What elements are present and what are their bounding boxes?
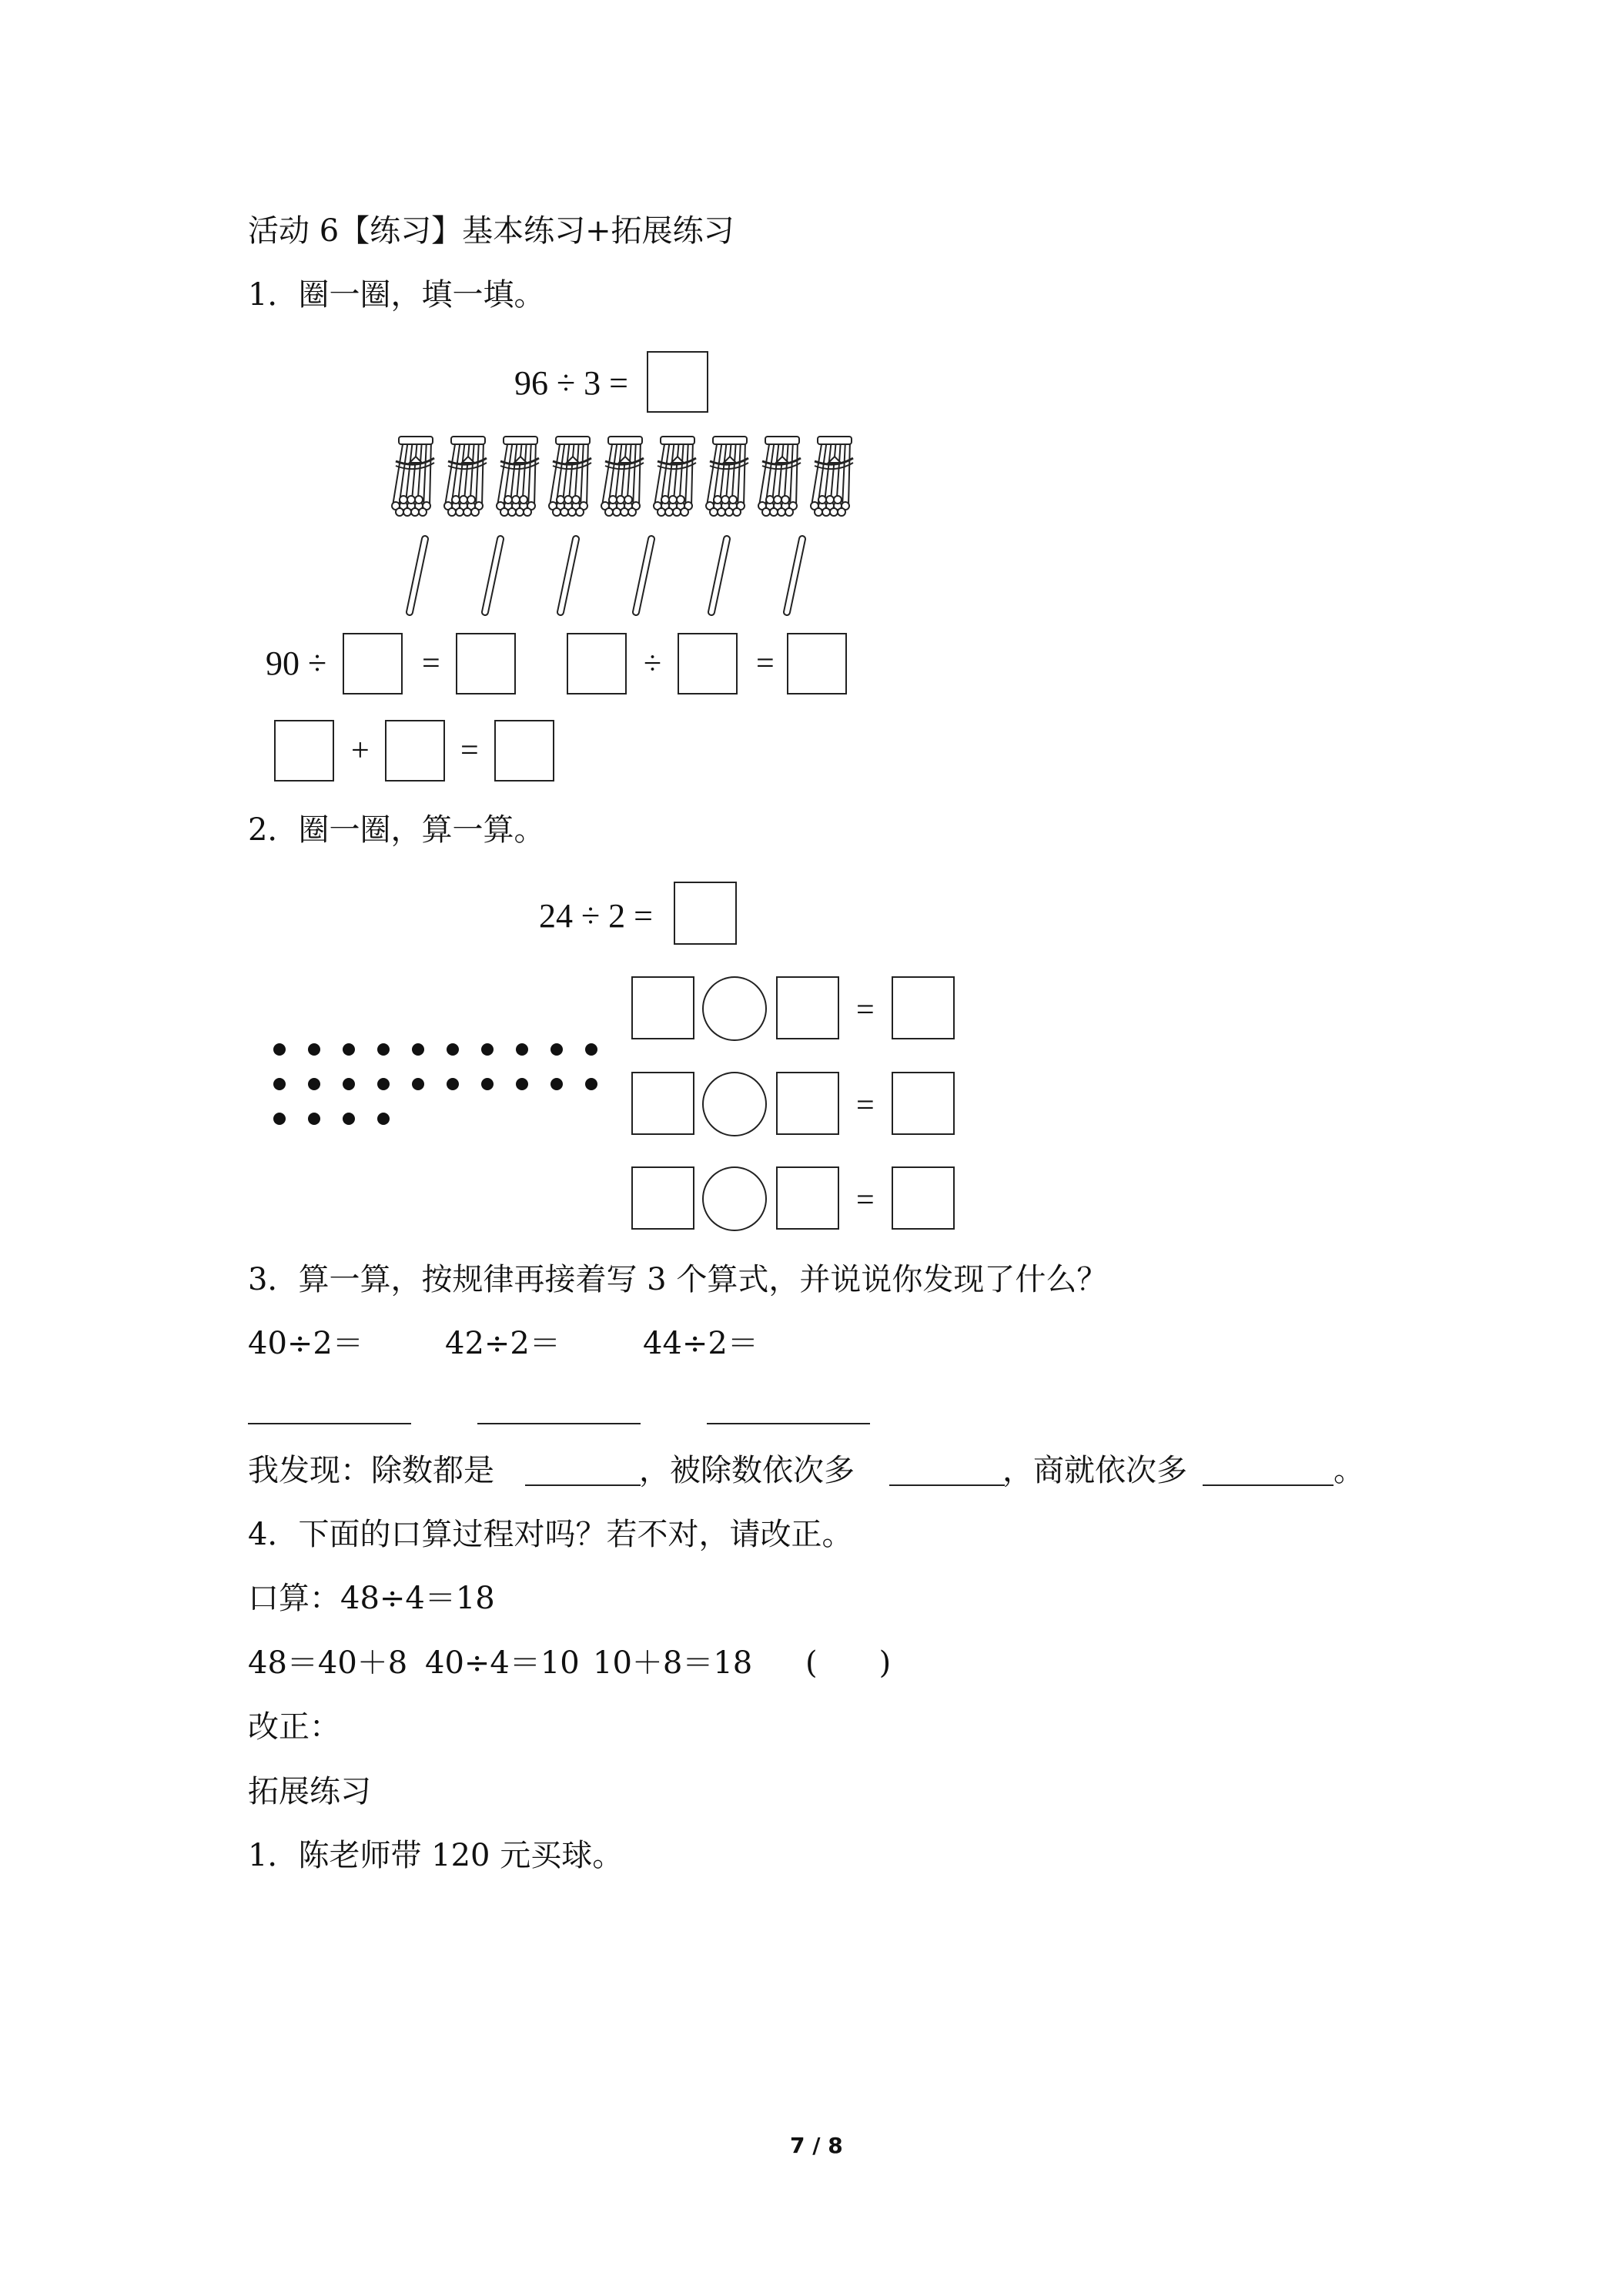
- q1-addend-box-1[interactable]: [274, 720, 334, 782]
- q2-row3-box-a[interactable]: [631, 1166, 694, 1230]
- equals-sign: =: [422, 646, 440, 681]
- bundle-of-ten: [444, 437, 487, 516]
- q1-addend-box-2[interactable]: [385, 720, 445, 782]
- q3-expression-3: 44÷2＝: [643, 1326, 758, 1361]
- q1-row1-start: 90 ÷: [266, 644, 327, 682]
- equals-sign: =: [856, 1088, 875, 1123]
- q2-row1-result-box[interactable]: [892, 976, 955, 1039]
- single-stick: [636, 539, 651, 612]
- dot: [308, 1113, 320, 1125]
- dot: [343, 1113, 355, 1125]
- plus-sign: +: [351, 733, 370, 768]
- q2-row3-result-box[interactable]: [892, 1166, 955, 1230]
- bundle-of-ten: [654, 437, 696, 516]
- dot: [585, 1043, 597, 1056]
- q3-answer-blank-2[interactable]: [477, 1423, 641, 1424]
- bundle-of-ten: [706, 437, 748, 516]
- q3-discovery-text-1: 我发现：除数都是: [248, 1453, 494, 1488]
- dot: [550, 1043, 563, 1056]
- q1-answer-box[interactable]: [647, 351, 708, 413]
- dot: [343, 1043, 355, 1056]
- q4-correction-label: 改正：: [248, 1709, 340, 1745]
- q2-row2-box-b[interactable]: [776, 1072, 839, 1135]
- q3-prompt: 3．算一算，按规律再接着写 3 个算式，并说说你发现了什么？: [248, 1262, 1108, 1297]
- q2-row3-operator-circle[interactable]: [702, 1166, 767, 1231]
- equals-sign: =: [756, 646, 775, 681]
- q3-answer-blank-3[interactable]: [707, 1423, 870, 1424]
- single-stick: [485, 539, 500, 612]
- equals-sign: =: [856, 992, 875, 1028]
- dot: [377, 1113, 390, 1125]
- q1-prompt: 1．圈一圈，填一填。: [248, 277, 545, 313]
- dot: [412, 1078, 424, 1090]
- dot: [481, 1078, 494, 1090]
- single-stick: [787, 539, 802, 612]
- dot: [308, 1078, 320, 1090]
- q3-dividend-step-blank[interactable]: [889, 1484, 1005, 1486]
- single-stick: [561, 539, 576, 612]
- q3-discovery-text-2: ，被除数依次多: [639, 1453, 855, 1488]
- q4-step-3: 10＋8＝18: [593, 1645, 753, 1681]
- divide-sign: ÷: [644, 646, 662, 681]
- dot: [273, 1113, 286, 1125]
- q2-row2-box-a[interactable]: [631, 1072, 694, 1135]
- q4-mental-calc: 口算：48÷4＝18: [248, 1581, 495, 1616]
- q3-expression-2: 42÷2＝: [445, 1326, 561, 1361]
- q1-dividend-box-2[interactable]: [567, 633, 627, 694]
- extension-title: 拓展练习: [248, 1774, 371, 1809]
- dot: [585, 1078, 597, 1090]
- bundle-of-ten: [601, 437, 644, 516]
- dot-array: [266, 1032, 604, 1132]
- q2-top-equation: 24 ÷ 2 =: [539, 897, 653, 935]
- q1-divisor-box[interactable]: [343, 633, 403, 694]
- q3-quotient-step-blank[interactable]: [1203, 1484, 1334, 1486]
- q2-prompt: 2．圈一圈，算一算。: [248, 812, 545, 848]
- q4-step-2: 40÷4＝10: [425, 1645, 580, 1681]
- dot: [273, 1043, 286, 1056]
- q2-row3-box-b[interactable]: [776, 1166, 839, 1230]
- bundle-of-ten: [497, 437, 539, 516]
- q2-answer-box[interactable]: [674, 882, 737, 945]
- dot: [308, 1043, 320, 1056]
- bundle-of-ten: [758, 437, 801, 516]
- q4-judgement-parentheses[interactable]: ( ): [805, 1645, 892, 1681]
- dot: [481, 1043, 494, 1056]
- bundle-of-ten: [392, 437, 434, 516]
- q1-divisor-box-2[interactable]: [678, 633, 738, 694]
- dot: [550, 1078, 563, 1090]
- equals-sign: =: [856, 1183, 875, 1218]
- bundle-of-ten: [549, 437, 591, 516]
- section-heading: 活动 6【练习】基本练习+拓展练习: [248, 213, 735, 249]
- dot: [343, 1078, 355, 1090]
- q1-quotient-box[interactable]: [456, 633, 516, 694]
- extension-q1: 1．陈老师带 120 元买球。: [248, 1838, 624, 1873]
- q3-answer-blank-1[interactable]: [248, 1423, 411, 1424]
- q2-row1-box-b[interactable]: [776, 976, 839, 1039]
- q2-row1-box-a[interactable]: [631, 976, 694, 1039]
- q3-divisor-blank[interactable]: [525, 1484, 641, 1486]
- q1-sum-box[interactable]: [494, 720, 554, 782]
- stick-bundles-illustration: [385, 427, 862, 620]
- q3-discovery-text-4: 。: [1334, 1453, 1364, 1488]
- q4-step-1: 48＝40＋8: [248, 1645, 408, 1681]
- q1-quotient-box-2[interactable]: [787, 633, 847, 694]
- q2-row1-operator-circle[interactable]: [702, 976, 767, 1041]
- q3-discovery-text-3: ，商就依次多: [1002, 1453, 1187, 1488]
- dot: [377, 1078, 390, 1090]
- dot: [447, 1043, 459, 1056]
- q2-row2-result-box[interactable]: [892, 1072, 955, 1135]
- q4-prompt: 4．下面的口算过程对吗？若不对，请改正。: [248, 1517, 853, 1552]
- dot: [516, 1078, 528, 1090]
- single-stick: [410, 539, 425, 612]
- equals-sign: =: [460, 733, 479, 768]
- dot: [412, 1043, 424, 1056]
- q2-row2-operator-circle[interactable]: [702, 1072, 767, 1136]
- q3-expression-1: 40÷2＝: [248, 1326, 363, 1361]
- q1-top-equation: 96 ÷ 3 =: [514, 364, 628, 402]
- page-number: 7 / 8: [790, 2133, 843, 2158]
- dot: [516, 1043, 528, 1056]
- dot: [447, 1078, 459, 1090]
- dot: [377, 1043, 390, 1056]
- dot: [273, 1078, 286, 1090]
- bundle-of-ten: [811, 437, 853, 516]
- single-stick: [711, 539, 727, 612]
